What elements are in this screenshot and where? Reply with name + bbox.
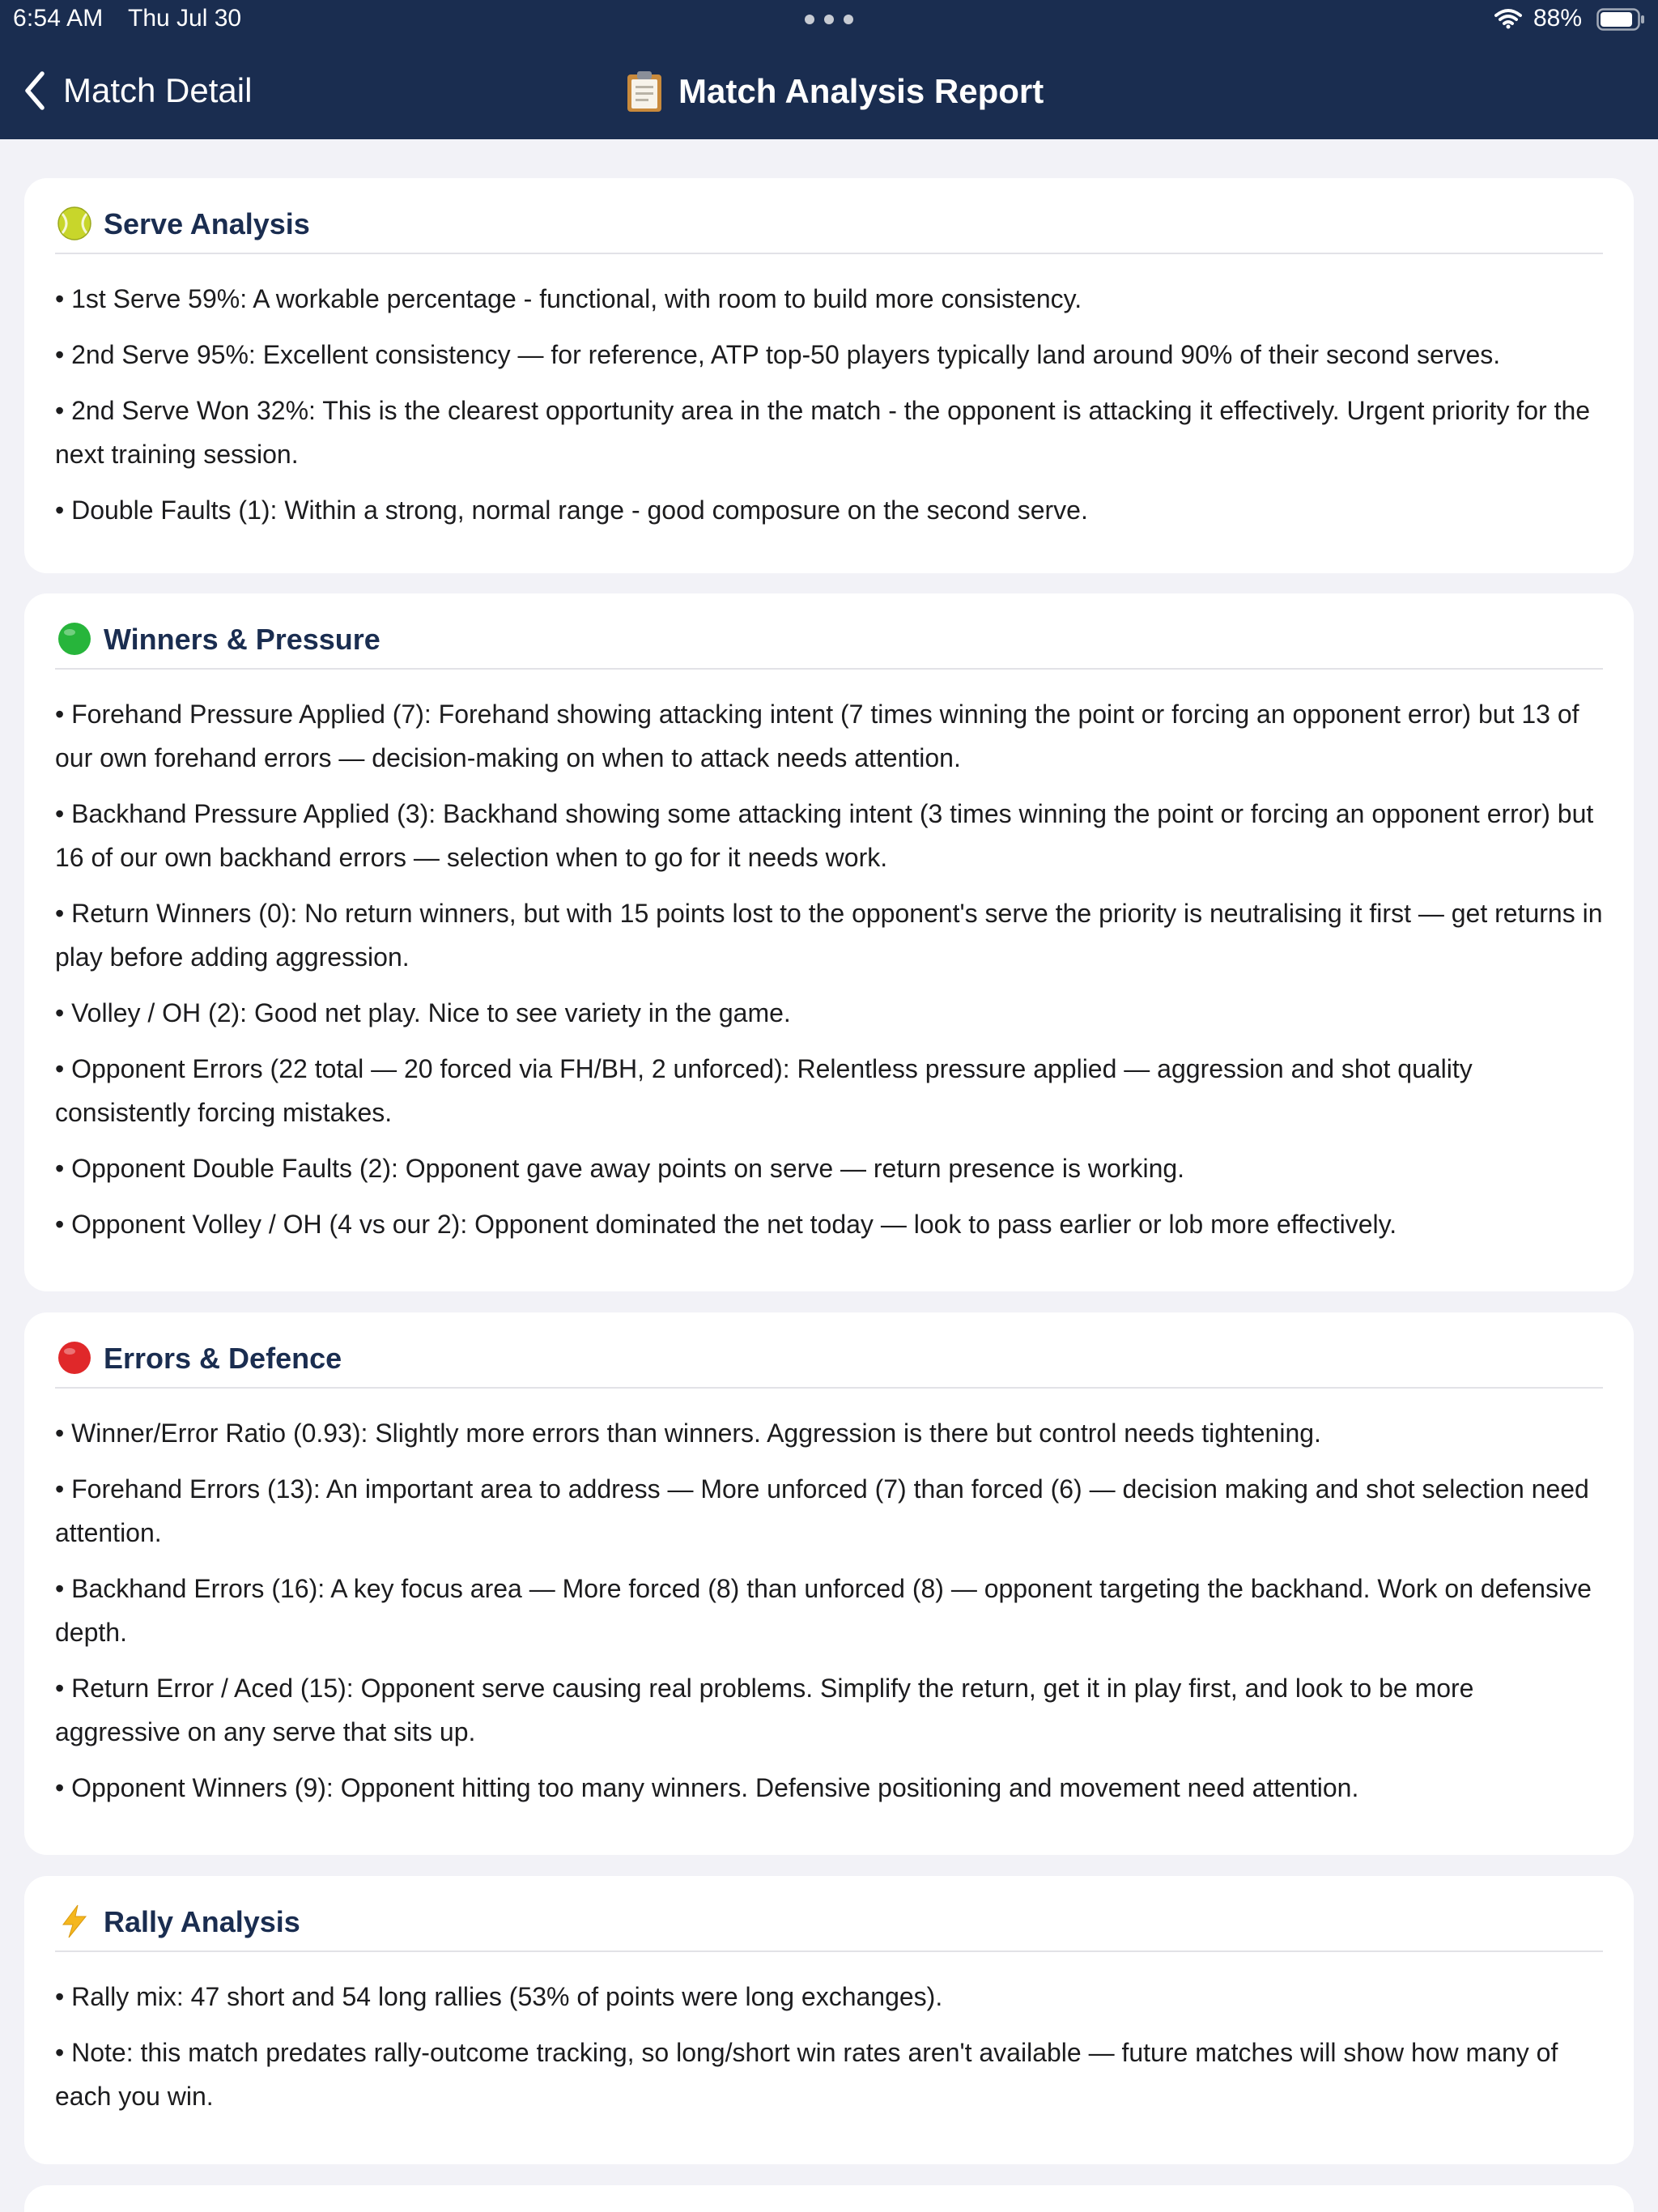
tennis-ball-icon [57, 206, 92, 241]
top-bar [0, 0, 1658, 139]
status-bar [0, 0, 1658, 39]
serve-analysis-card [24, 178, 1634, 573]
errors-defence-card [24, 1312, 1634, 1855]
next-section-card [24, 2185, 1634, 2212]
list-item: • 1st Serve 59%: A workable percentage - functional, with room to build more consistency. [55, 284, 1082, 313]
navigation-bar [0, 49, 1658, 130]
red-circle-icon [57, 1340, 92, 1376]
list-item: • Rally mix: 47 short and 54 long rallies (53% of points were long exchanges). [55, 1982, 943, 2011]
battery-icon [1596, 8, 1645, 31]
section-title: Winners & Pressure [104, 623, 380, 656]
list-item: • Forehand Errors (13): An important area to address — More unforced (7) than forced (6) — decision making and shot selection need attention. [55, 1474, 1589, 1547]
chevron-left-icon[interactable] [23, 70, 47, 111]
status-time: 6:54 AM [13, 5, 104, 32]
status-date: Thu Jul 30 [128, 5, 242, 32]
green-circle-icon [57, 621, 92, 657]
list-item: • 2nd Serve Won 32%: This is the clearest opportunity area in the match - the opponent is attacking it effectively. Urgent priority for the next training session. [55, 396, 1591, 469]
battery-percent: 88% [1533, 5, 1583, 32]
card-header [55, 593, 1603, 670]
list-item: • Opponent Errors (22 total — 20 forced via FH/BH, 2 unforced): Relentless pressure applied — aggression and shot quality consistently forcing mistakes. [55, 1054, 1473, 1127]
list-item: • Backhand Errors (16): A key focus area — More forced (8) than unforced (8) — opponent targeting the backhand. Work on defensive depth. [55, 1574, 1592, 1647]
errors-defence-list [55, 1389, 1603, 1810]
back-button[interactable] [23, 68, 252, 113]
list-item: • Opponent Winners (9): Opponent hitting too many winners. Defensive positioning and movement need attention. [55, 1773, 1359, 1802]
list-item: • Forehand Pressure Applied (7): Forehand showing attacking intent (7 times winning the point or forcing an opponent error) but 13 of our own forehand errors — decision-making on when to attack needs attention. [55, 700, 1579, 772]
list-item: • Opponent Double Faults (2): Opponent gave away points on serve — return presence is working. [55, 1154, 1185, 1183]
winners-pressure-card [24, 593, 1634, 1291]
list-item: • Volley / OH (2): Good net play. Nice to see variety in the game. [55, 998, 791, 1027]
card-header [55, 1876, 1603, 1952]
list-item: • Return Winners (0): No return winners, but with 15 points lost to the opponent's serve the priority is neutralising it first — get returns in play before adding aggression. [55, 899, 1603, 972]
page-title: Match Analysis Report [678, 72, 1044, 110]
wifi-icon [1494, 8, 1522, 29]
rally-analysis-card [24, 1876, 1634, 2164]
section-title: Errors & Defence [104, 1342, 342, 1375]
list-item: • Winner/Error Ratio (0.93): Slightly more errors than winners. Aggression is there but control needs tightening. [55, 1419, 1321, 1448]
section-title: Serve Analysis [104, 207, 310, 240]
winners-pressure-list [55, 670, 1603, 1246]
more-dots-icon[interactable] [805, 15, 853, 24]
rally-analysis-list [55, 1952, 1603, 2118]
serve-analysis-list [55, 254, 1603, 532]
card-header [55, 178, 1603, 254]
list-item: • Opponent Volley / OH (4 vs our 2): Opponent dominated the net today — look to pass earlier or lob more effectively. [55, 1210, 1397, 1239]
lightning-icon [57, 1904, 92, 1939]
list-item: • Note: this match predates rally-outcome tracking, so long/short win rates aren't available — future matches will show how many of each you win. [55, 2038, 1558, 2111]
list-item: • Double Faults (1): Within a strong, normal range - good composure on the second serve. [55, 496, 1088, 525]
list-item: • Return Error / Aced (15): Opponent serve causing real problems. Simplify the return, get it in play first, and look to be more aggressive on any serve that sits up. [55, 1674, 1474, 1746]
clipboard-icon [625, 70, 664, 113]
nav-title-group [625, 66, 1044, 117]
list-item: • Backhand Pressure Applied (3): Backhand showing some attacking intent (3 times winning the point or forcing an opponent error) but 16 of our own backhand errors — selection when to go for it needs work. [55, 799, 1594, 872]
back-label[interactable]: Match Detail [63, 71, 253, 109]
list-item: • 2nd Serve 95%: Excellent consistency — for reference, ATP top-50 players typically land around 90% of their second serves. [55, 340, 1501, 369]
card-header [55, 1312, 1603, 1389]
section-title: Rally Analysis [104, 1905, 300, 1938]
